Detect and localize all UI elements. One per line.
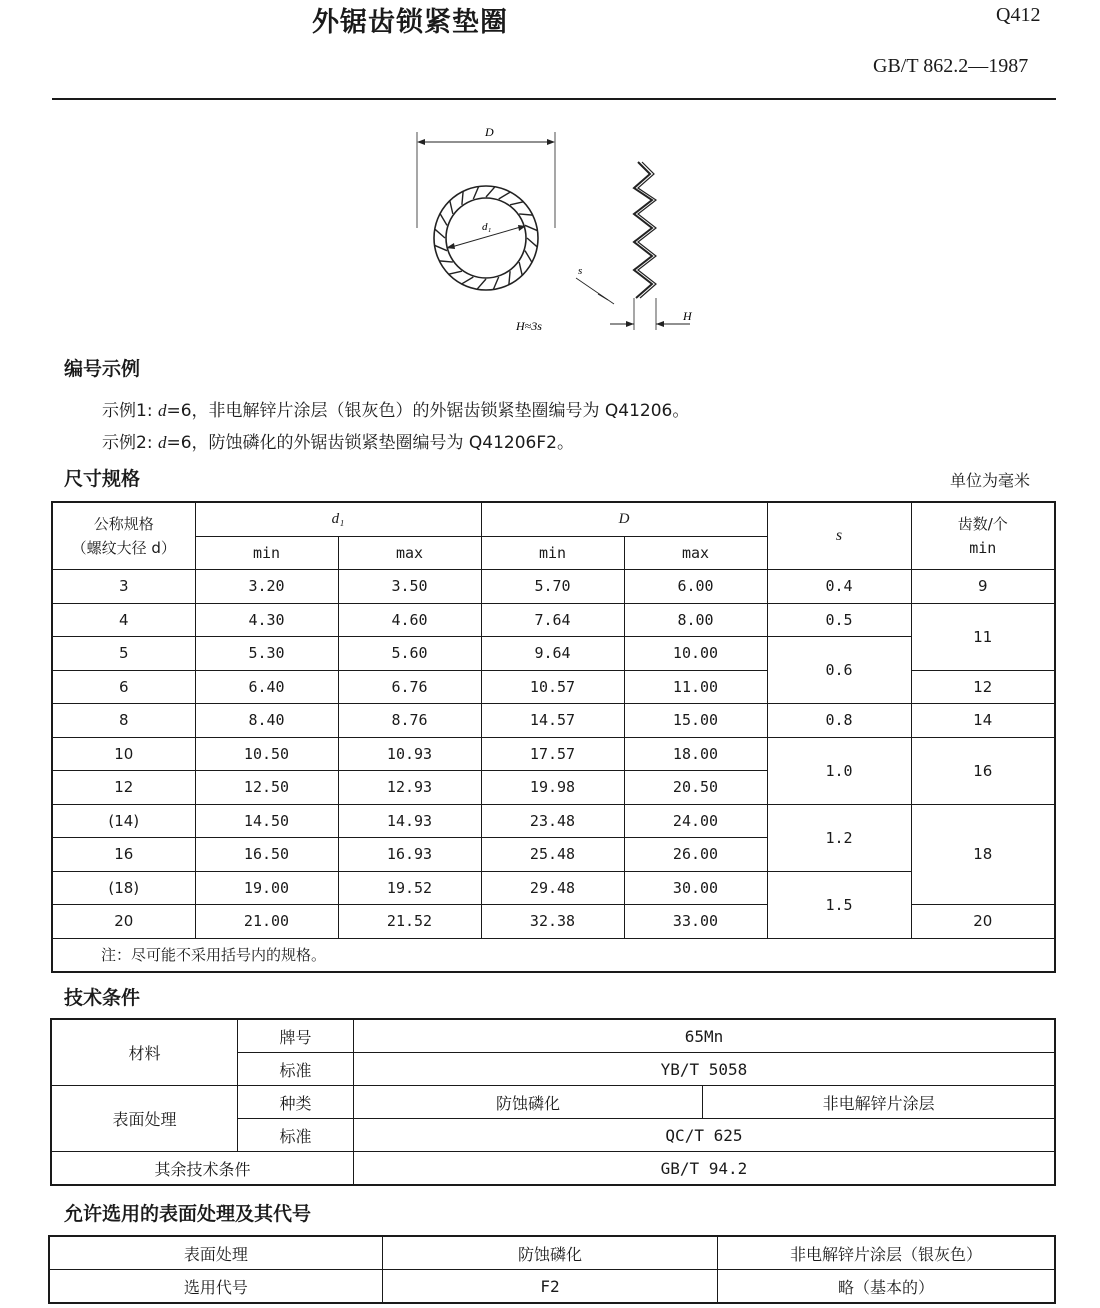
- table-row: [52, 603, 1055, 637]
- label-d1: d₁: [482, 221, 492, 233]
- header-D-max: max: [624, 536, 767, 570]
- cell-D-min: 25.48: [481, 838, 624, 872]
- washer-tooth: [462, 277, 474, 284]
- table-note: 注：尽可能不采用括号内的规格。: [52, 938, 1055, 972]
- other-value: GB/T 94.2: [353, 1152, 1055, 1186]
- example-2-var: d: [157, 433, 167, 452]
- washer-tooth: [509, 271, 510, 285]
- part-code: Q412: [996, 4, 1041, 26]
- cell-spec: (14): [52, 804, 195, 838]
- cell-s: 1.0: [767, 737, 911, 804]
- type-b: 非电解锌片涂层: [703, 1086, 1055, 1119]
- example-2-text: =6，防蚀磷化的外锯齿锁紧垫圈编号为 Q41206F2。: [166, 433, 574, 453]
- cell-teeth: 12: [911, 670, 1055, 704]
- label-s: s: [578, 265, 583, 277]
- cell-spec: 6: [52, 670, 195, 704]
- cell-s: 0.6: [767, 637, 911, 704]
- cell-D-min: 19.98: [481, 771, 624, 805]
- label-H-approx: H≈3s: [516, 319, 542, 333]
- cell-d1-max: 5.60: [338, 637, 481, 671]
- header-D-min: min: [481, 536, 624, 570]
- washer-drawing: [400, 118, 720, 344]
- header-d1-max: max: [338, 536, 481, 570]
- cell-spec: 16: [52, 838, 195, 872]
- cell-s: 1.2: [767, 804, 911, 871]
- cell-d1-max: 8.76: [338, 704, 481, 738]
- cell-teeth: 18: [911, 804, 1055, 905]
- cell-teeth: 11: [911, 603, 1055, 670]
- cell-D-min: 7.64: [481, 603, 624, 637]
- cell-d1-max: 10.93: [338, 737, 481, 771]
- cell-D-max: 18.00: [624, 737, 767, 771]
- label-H: H: [683, 309, 692, 323]
- header-teeth-line1: 齿数/个: [957, 515, 1008, 533]
- label-D: D: [485, 125, 494, 139]
- washer-tooth: [435, 245, 447, 250]
- cell-teeth: 16: [911, 737, 1055, 804]
- option-surface-b: 非电解锌片涂层（银灰色）: [718, 1236, 1055, 1270]
- cell-spec: (18): [52, 871, 195, 905]
- header-spec: [52, 502, 195, 570]
- surface-label: 表面处理: [51, 1086, 238, 1152]
- cell-D-min: 17.57: [481, 737, 624, 771]
- header-spec-line2: （螺纹大径 d）: [71, 539, 176, 557]
- cell-s: 0.5: [767, 603, 911, 637]
- cell-d1-max: 21.52: [338, 905, 481, 939]
- material-std-label: 标准: [238, 1053, 354, 1086]
- cell-D-min: 14.57: [481, 704, 624, 738]
- washer-tooth: [435, 229, 445, 238]
- washer-tooth: [493, 277, 498, 289]
- grade-value: 65Mn: [353, 1019, 1055, 1053]
- tech-heading: 技术条件: [64, 987, 141, 1009]
- cell-spec: 10: [52, 737, 195, 771]
- washer-tooth: [486, 187, 495, 197]
- header-rule: [52, 98, 1056, 100]
- cell-d1-min: 21.00: [195, 905, 338, 939]
- cell-d1-max: 6.76: [338, 670, 481, 704]
- cell-D-max: 33.00: [624, 905, 767, 939]
- example-2-prefix: 示例2:: [102, 433, 153, 453]
- washer-tooth: [510, 202, 523, 205]
- washer-tooth: [439, 261, 453, 262]
- tech-table: [50, 1018, 1056, 1186]
- cell-D-min: 9.64: [481, 637, 624, 671]
- cell-D-min: 29.48: [481, 871, 624, 905]
- options-heading: 允许选用的表面处理及其代号: [64, 1203, 312, 1225]
- cell-teeth: 14: [911, 704, 1055, 738]
- cell-spec: 12: [52, 771, 195, 805]
- grade-label: 牌号: [238, 1019, 354, 1053]
- cell-spec: 20: [52, 905, 195, 939]
- page-title: 外锯齿锁紧垫圈: [312, 7, 508, 38]
- cell-D-max: 30.00: [624, 871, 767, 905]
- header-teeth-line2: min: [969, 539, 997, 557]
- washer-tooth: [473, 187, 478, 199]
- cell-D-max: 15.00: [624, 704, 767, 738]
- cell-s: 0.8: [767, 704, 911, 738]
- cell-spec: 5: [52, 637, 195, 671]
- cell-d1-max: 3.50: [338, 570, 481, 604]
- washer-tooth: [525, 251, 532, 263]
- header-s: s: [767, 502, 911, 570]
- example-1-text: =6，非电解锌片涂层（银灰色）的外锯齿锁紧垫圈编号为 Q41206。: [166, 401, 690, 421]
- cell-d1-min: 19.00: [195, 871, 338, 905]
- dimensions-heading: 尺寸规格: [64, 468, 141, 490]
- washer-tooth: [519, 214, 533, 215]
- other-label: 其余技术条件: [51, 1152, 353, 1186]
- example-2: [102, 428, 574, 453]
- washer-tooth: [462, 191, 463, 205]
- unit-label: 单位为毫米: [950, 471, 1031, 490]
- type-label: 种类: [238, 1086, 354, 1119]
- header-d1: d₁: [195, 502, 481, 536]
- surface-std-value: QC/T 625: [353, 1119, 1055, 1152]
- cell-d1-min: 16.50: [195, 838, 338, 872]
- option-code-label: 选用代号: [49, 1270, 382, 1304]
- table-row: [52, 704, 1055, 738]
- cell-D-min: 32.38: [481, 905, 624, 939]
- cell-spec: 4: [52, 603, 195, 637]
- option-code-a: F2: [382, 1270, 717, 1304]
- table-row: [52, 737, 1055, 771]
- surface-std-label: 标准: [238, 1119, 354, 1152]
- cell-D-max: 10.00: [624, 637, 767, 671]
- table-row: [52, 871, 1055, 905]
- cell-spec: 3: [52, 570, 195, 604]
- washer-tooth: [525, 225, 537, 230]
- cell-D-max: 11.00: [624, 670, 767, 704]
- cell-D-min: 5.70: [481, 570, 624, 604]
- washer-tooth: [499, 192, 511, 199]
- cell-d1-min: 10.50: [195, 737, 338, 771]
- option-surface-a: 防蚀磷化: [382, 1236, 717, 1270]
- cell-d1-min: 4.30: [195, 603, 338, 637]
- cell-d1-min: 6.40: [195, 670, 338, 704]
- cell-d1-min: 14.50: [195, 804, 338, 838]
- table-row: [52, 637, 1055, 671]
- washer-tooth: [527, 238, 537, 247]
- cell-d1-min: 5.30: [195, 637, 338, 671]
- washer-tooth: [519, 262, 522, 275]
- examples-heading: 编号示例: [64, 358, 141, 380]
- material-label: 材料: [51, 1019, 238, 1086]
- washer-tooth: [449, 271, 462, 274]
- cell-d1-min: 8.40: [195, 704, 338, 738]
- cell-D-min: 23.48: [481, 804, 624, 838]
- cell-D-max: 26.00: [624, 838, 767, 872]
- cell-s: 1.5: [767, 871, 911, 938]
- cell-s: 0.4: [767, 570, 911, 604]
- header-teeth: [911, 502, 1055, 570]
- cell-d1-max: 4.60: [338, 603, 481, 637]
- material-std-value: YB/T 5058: [353, 1053, 1055, 1086]
- standard-number: GB/T 862.2—1987: [873, 55, 1029, 77]
- cell-D-min: 10.57: [481, 670, 624, 704]
- cell-spec: 8: [52, 704, 195, 738]
- cell-d1-max: 14.93: [338, 804, 481, 838]
- example-1: [102, 396, 689, 421]
- cell-teeth: 20: [911, 905, 1055, 939]
- washer-tooth: [450, 201, 453, 214]
- cell-D-max: 20.50: [624, 771, 767, 805]
- dimensions-table: [51, 501, 1056, 973]
- cell-D-max: 6.00: [624, 570, 767, 604]
- cell-d1-min: 12.50: [195, 771, 338, 805]
- option-code-b: 略（基本的）: [718, 1270, 1055, 1304]
- washer-tooth: [440, 214, 447, 226]
- cell-teeth: 9: [911, 570, 1055, 604]
- cell-d1-max: 16.93: [338, 838, 481, 872]
- table-row: [52, 570, 1055, 604]
- example-1-prefix: 示例1:: [102, 401, 153, 421]
- option-surface-label: 表面处理: [49, 1236, 382, 1270]
- table-row: [52, 804, 1055, 838]
- example-1-var: d: [157, 401, 167, 420]
- cell-d1-max: 12.93: [338, 771, 481, 805]
- cell-D-max: 24.00: [624, 804, 767, 838]
- header-D: D: [481, 502, 767, 536]
- cell-d1-min: 3.20: [195, 570, 338, 604]
- cell-d1-max: 19.52: [338, 871, 481, 905]
- washer-tooth: [477, 279, 486, 289]
- cell-D-max: 8.00: [624, 603, 767, 637]
- type-a: 防蚀磷化: [353, 1086, 702, 1119]
- options-table: [48, 1235, 1056, 1304]
- header-spec-line1: 公称规格: [93, 515, 154, 533]
- header-d1-min: min: [195, 536, 338, 570]
